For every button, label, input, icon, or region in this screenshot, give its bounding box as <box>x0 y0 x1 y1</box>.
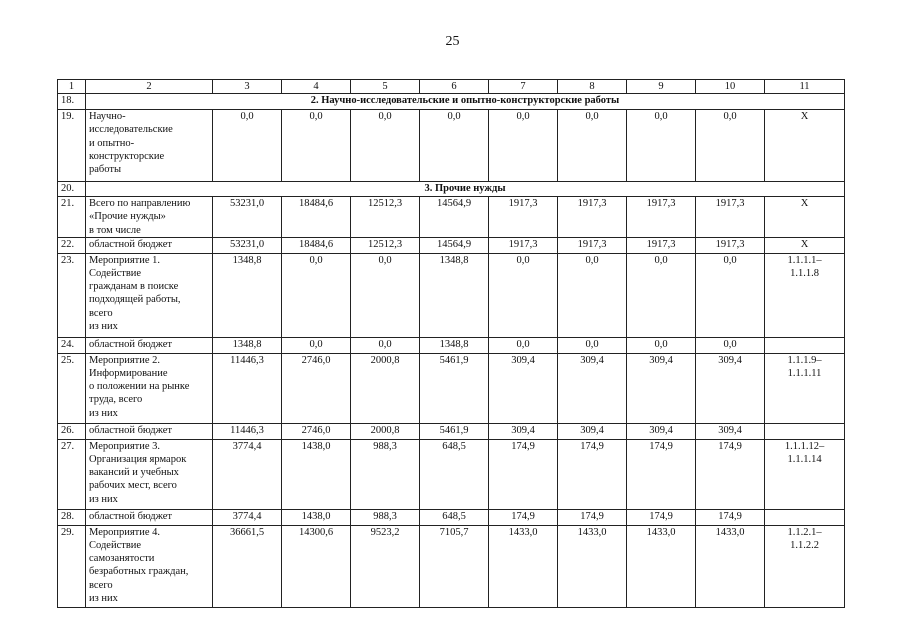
value-cell: 1433,0 <box>558 525 627 607</box>
section-row <box>58 94 845 110</box>
value-cell: 0,0 <box>420 110 489 182</box>
page-number: 25 <box>445 34 460 49</box>
row-number: 26. <box>58 423 86 439</box>
value-cell: 0,0 <box>489 110 558 182</box>
row-number: 28. <box>58 509 86 525</box>
value-cell: 2746,0 <box>282 353 351 423</box>
value-cell: 3774,4 <box>213 439 282 509</box>
value-cell: 14300,6 <box>282 525 351 607</box>
row-number: 23. <box>58 253 86 337</box>
code-cell: 1.1.1.1– 1.1.1.8 <box>765 253 845 337</box>
value-cell: 7105,7 <box>420 525 489 607</box>
section-title: 2. Научно-исследовательские и опытно-конструкторские работы <box>86 94 845 110</box>
value-cell: 11446,3 <box>213 353 282 423</box>
value-cell: 309,4 <box>558 423 627 439</box>
value-cell: 5461,9 <box>420 423 489 439</box>
value-cell: 648,5 <box>420 509 489 525</box>
code-cell <box>765 423 845 439</box>
value-cell: 648,5 <box>420 439 489 509</box>
row-number: 22. <box>58 237 86 253</box>
value-cell: 1348,8 <box>420 337 489 353</box>
value-cell: 309,4 <box>627 353 696 423</box>
value-cell: 174,9 <box>558 439 627 509</box>
row-number: 20. <box>58 182 86 197</box>
table-row <box>58 337 845 353</box>
table-row <box>58 237 845 253</box>
value-cell: 309,4 <box>558 353 627 423</box>
value-cell: 5461,9 <box>420 353 489 423</box>
code-cell <box>765 509 845 525</box>
value-cell: 0,0 <box>282 253 351 337</box>
row-label: областной бюджет <box>86 509 213 525</box>
value-cell: 0,0 <box>696 253 765 337</box>
value-cell: 18484,6 <box>282 197 351 238</box>
row-label: областной бюджет <box>86 423 213 439</box>
table-row <box>58 423 845 439</box>
row-label: Всего по направлению «Прочие нужды» в том числе <box>86 197 213 238</box>
code-cell: X <box>765 237 845 253</box>
value-cell: 174,9 <box>489 439 558 509</box>
row-number: 27. <box>58 439 86 509</box>
value-cell: 2000,8 <box>351 423 420 439</box>
value-cell: 309,4 <box>627 423 696 439</box>
value-cell: 174,9 <box>696 509 765 525</box>
value-cell: 36661,5 <box>213 525 282 607</box>
value-cell: 2000,8 <box>351 353 420 423</box>
column-number-cell: 10 <box>696 80 765 94</box>
table-row <box>58 525 845 607</box>
value-cell: 309,4 <box>489 353 558 423</box>
value-cell: 1348,8 <box>213 337 282 353</box>
budget-table <box>57 79 845 608</box>
column-number-cell: 9 <box>627 80 696 94</box>
value-cell: 988,3 <box>351 439 420 509</box>
value-cell: 2746,0 <box>282 423 351 439</box>
code-cell: X <box>765 110 845 182</box>
value-cell: 53231,0 <box>213 237 282 253</box>
value-cell: 1433,0 <box>627 525 696 607</box>
value-cell: 0,0 <box>489 253 558 337</box>
code-cell: 1.1.2.1– 1.1.2.2 <box>765 525 845 607</box>
column-number-cell: 5 <box>351 80 420 94</box>
value-cell: 12512,3 <box>351 197 420 238</box>
code-cell <box>765 337 845 353</box>
value-cell: 1917,3 <box>696 197 765 238</box>
value-cell: 14564,9 <box>420 237 489 253</box>
table-body <box>58 80 845 608</box>
value-cell: 0,0 <box>627 253 696 337</box>
value-cell: 18484,6 <box>282 237 351 253</box>
value-cell: 53231,0 <box>213 197 282 238</box>
column-number-cell: 1 <box>58 80 86 94</box>
section-title: 3. Прочие нужды <box>86 182 845 197</box>
row-number: 19. <box>58 110 86 182</box>
row-label: Мероприятие 1. Содействие гражданам в поиске подходящей работы, всего из них <box>86 253 213 337</box>
value-cell: 0,0 <box>351 253 420 337</box>
section-row <box>58 182 845 197</box>
column-number-cell: 2 <box>86 80 213 94</box>
value-cell: 0,0 <box>627 110 696 182</box>
value-cell: 11446,3 <box>213 423 282 439</box>
value-cell: 1917,3 <box>696 237 765 253</box>
row-number: 25. <box>58 353 86 423</box>
table-row <box>58 253 845 337</box>
value-cell: 0,0 <box>696 337 765 353</box>
value-cell: 0,0 <box>558 110 627 182</box>
table-row <box>58 439 845 509</box>
value-cell: 1348,8 <box>420 253 489 337</box>
value-cell: 1438,0 <box>282 439 351 509</box>
value-cell: 988,3 <box>351 509 420 525</box>
value-cell: 0,0 <box>351 337 420 353</box>
value-cell: 0,0 <box>489 337 558 353</box>
value-cell: 0,0 <box>282 110 351 182</box>
column-number-cell: 6 <box>420 80 489 94</box>
column-number-cell: 11 <box>765 80 845 94</box>
value-cell: 309,4 <box>696 423 765 439</box>
row-number: 29. <box>58 525 86 607</box>
row-number: 21. <box>58 197 86 238</box>
value-cell: 1348,8 <box>213 253 282 337</box>
value-cell: 1917,3 <box>558 197 627 238</box>
value-cell: 309,4 <box>489 423 558 439</box>
value-cell: 0,0 <box>627 337 696 353</box>
code-cell: 1.1.1.9– 1.1.1.11 <box>765 353 845 423</box>
row-label: Мероприятие 4. Содействие самозанятости безработных граждан, всего из них <box>86 525 213 607</box>
value-cell: 1433,0 <box>696 525 765 607</box>
code-cell: 1.1.1.12– 1.1.1.14 <box>765 439 845 509</box>
row-label: Мероприятие 3. Организация ярмарок вакансий и учебных рабочих мест, всего из них <box>86 439 213 509</box>
row-number: 18. <box>58 94 86 110</box>
value-cell: 1917,3 <box>627 197 696 238</box>
code-cell: X <box>765 197 845 238</box>
table-row <box>58 509 845 525</box>
value-cell: 3774,4 <box>213 509 282 525</box>
row-label: Научно- исследовательские и опытно- конструкторские работы <box>86 110 213 182</box>
row-label: областной бюджет <box>86 237 213 253</box>
table-row <box>58 197 845 238</box>
value-cell: 174,9 <box>489 509 558 525</box>
value-cell: 174,9 <box>627 509 696 525</box>
value-cell: 14564,9 <box>420 197 489 238</box>
value-cell: 9523,2 <box>351 525 420 607</box>
column-number-cell: 7 <box>489 80 558 94</box>
column-number-cell: 8 <box>558 80 627 94</box>
value-cell: 0,0 <box>558 253 627 337</box>
value-cell: 0,0 <box>558 337 627 353</box>
value-cell: 174,9 <box>627 439 696 509</box>
value-cell: 309,4 <box>696 353 765 423</box>
value-cell: 0,0 <box>696 110 765 182</box>
row-number: 24. <box>58 337 86 353</box>
value-cell: 1917,3 <box>489 237 558 253</box>
value-cell: 1438,0 <box>282 509 351 525</box>
value-cell: 0,0 <box>282 337 351 353</box>
value-cell: 1917,3 <box>627 237 696 253</box>
value-cell: 1917,3 <box>489 197 558 238</box>
column-number-cell: 4 <box>282 80 351 94</box>
row-label: Мероприятие 2. Информирование о положении на рынке труда, всего из них <box>86 353 213 423</box>
table-row <box>58 110 845 182</box>
row-label: областной бюджет <box>86 337 213 353</box>
column-number-row <box>58 80 845 94</box>
table-row <box>58 353 845 423</box>
column-number-cell: 3 <box>213 80 282 94</box>
value-cell: 1917,3 <box>558 237 627 253</box>
value-cell: 0,0 <box>213 110 282 182</box>
value-cell: 174,9 <box>696 439 765 509</box>
value-cell: 1433,0 <box>489 525 558 607</box>
value-cell: 12512,3 <box>351 237 420 253</box>
value-cell: 0,0 <box>351 110 420 182</box>
value-cell: 174,9 <box>558 509 627 525</box>
